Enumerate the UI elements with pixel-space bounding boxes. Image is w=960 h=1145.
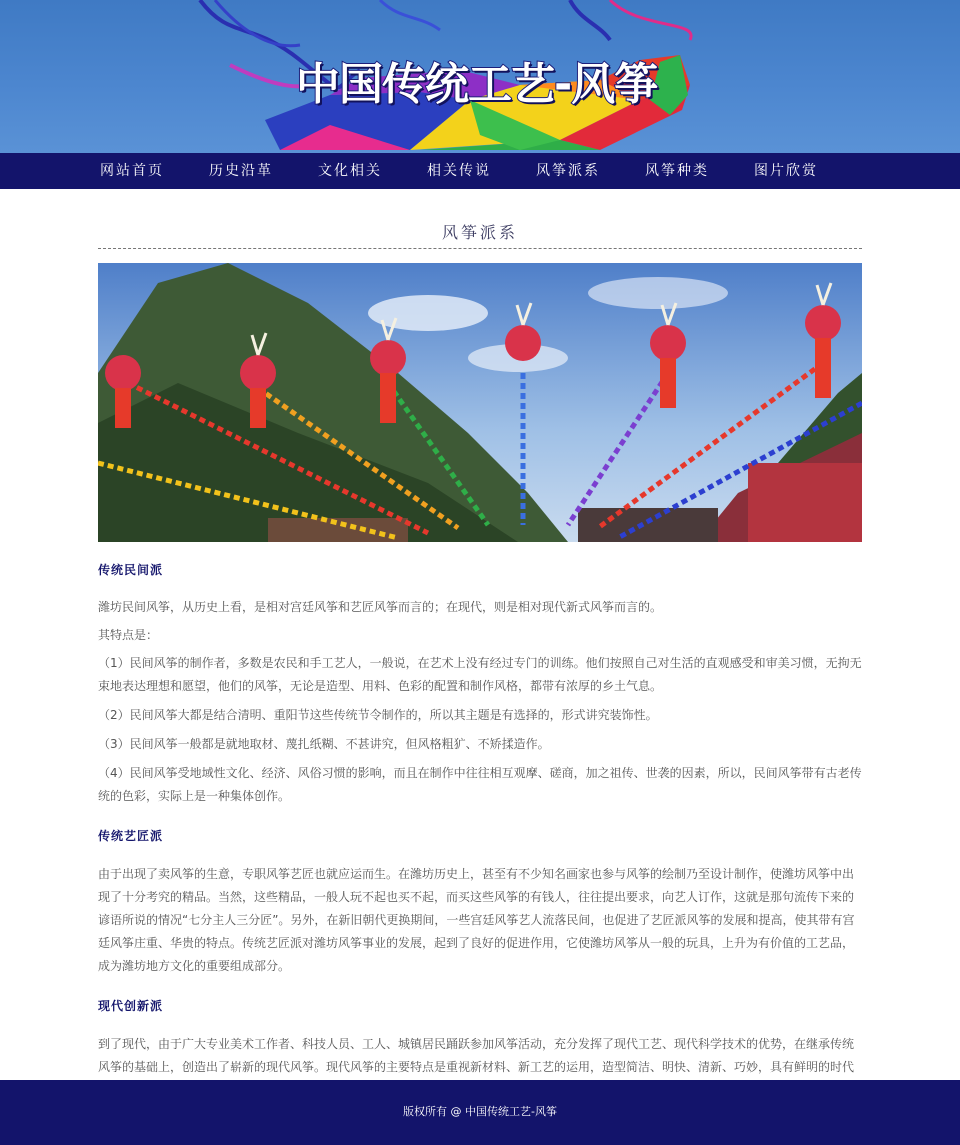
feature-item: （3）民间风筝一般都是就地取材、蔑扎纸糊、不甚讲究，但风格粗犷、不矫揉造作。 bbox=[98, 737, 550, 751]
copyright-text: 版权所有 @ 中国传统工艺-风筝 bbox=[403, 1105, 557, 1118]
section-body: 到了现代，由于广大专业美术工作者、科技人员、工人、城镇居民踊跃参加风筝活动，充分发挥了现代工艺、现代科学技术的优势，在继承传统风筝的基础上，创造出了崭新的现代风筝。现代风筝的主要特点是重视新材料、新工艺的运用，造型简洁、明快、清新、巧妙，具有鲜明的时代 bbox=[98, 1037, 855, 1074]
section-heading: 传统艺匠派 bbox=[98, 829, 164, 843]
feature-item: （2）民间风筝大都是结合清明、重阳节这些传统节令制作的，所以其主题是有选择的，形式讲究装饰性。 bbox=[98, 708, 658, 722]
main-nav bbox=[0, 153, 960, 189]
section-lead: 其特点是： bbox=[98, 628, 159, 642]
section-artisan-school bbox=[98, 826, 862, 978]
nav-item-home[interactable]: 网站首页 bbox=[100, 163, 164, 179]
section-heading: 现代创新派 bbox=[98, 999, 164, 1013]
nav-item-history[interactable]: 历史沿革 bbox=[209, 163, 273, 179]
nav-item-schools[interactable]: 风筝派系 bbox=[536, 163, 600, 179]
section-intro: 潍坊民间风筝，从历史上看，是相对宫廷风筝和艺匠风筝而言的；在现代，则是相对现代新式风筝而言的。 bbox=[98, 600, 663, 614]
nav-item-gallery[interactable]: 图片欣赏 bbox=[754, 163, 818, 179]
section-folk-school bbox=[98, 560, 862, 808]
title-divider bbox=[98, 248, 862, 249]
feature-item: （1）民间风筝的制作者，多数是农民和手工艺人，一般说，在艺术上没有经过专门的训练。他们按照自己对生活的直观感受和审美习惯，无拘无束地表达理想和愿望，他们的风筝，无论是造型、用料、色彩的配置和制作风格，都带有浓厚的乡土气息。 bbox=[98, 656, 862, 693]
page-title: 风筝派系 bbox=[441, 223, 518, 242]
feature-list bbox=[98, 652, 862, 808]
section-body: 由于出现了卖风筝的生意，专职风筝艺匠也就应运而生。在潍坊历史上，甚至有不少知名画家也参与风筝的绘制乃至设计制作，使潍坊风筝中出现了十分考究的精品。当然，这些精品，一般人玩不起也买不起，而买这些风筝的有钱人，往往提出要求，向艺人订作，这就是那句流传下来的谚语所说的情况“七分主人三分匠”。另外，在新旧朝代更换期间，一些宫廷风筝艺人流落民间，也促进了艺匠派风筝的发展和提高，使其带有宫廷风筝庄重、华贵的特点。传统艺匠派对潍坊风筝事业的发展，起到了良好的促进作用，它使潍坊风筝从一般的玩具，上升为有价值的工艺品，成为潍坊地方文化的重要组成部分。 bbox=[98, 867, 855, 973]
section-heading: 传统民间派 bbox=[98, 563, 164, 577]
site-footer bbox=[0, 1080, 960, 1145]
dragon-kites-hero-image bbox=[98, 263, 862, 542]
site-title: 中国传统工艺-风筝 bbox=[296, 59, 658, 110]
main-content bbox=[98, 189, 862, 1102]
nav-item-legends[interactable]: 相关传说 bbox=[427, 163, 491, 179]
feature-item: （4）民间风筝受地域性文化、经济、风俗习惯的影响，而且在制作中往往相互观摩、磋商，加之祖传、世袭的因素，所以，民间风筝带有古老传统的色彩，实际上是一种集体创作。 bbox=[98, 766, 862, 803]
nav-item-types[interactable]: 风筝种类 bbox=[645, 163, 709, 179]
nav-item-culture[interactable]: 文化相关 bbox=[318, 163, 382, 179]
site-banner bbox=[0, 0, 960, 153]
